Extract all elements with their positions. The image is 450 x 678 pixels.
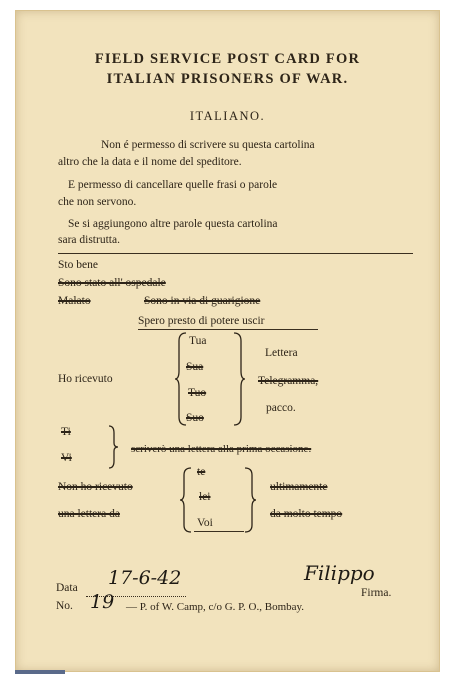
instruction-line: Se si aggiungono altre parole questa cartolina (68, 218, 278, 230)
voi-underline (194, 531, 244, 532)
ti-text: Ti (61, 426, 71, 438)
right-brace-icon (232, 331, 246, 427)
pronoun-tua: Tua (189, 335, 207, 347)
una-lettera-da-text: una lettera da (58, 508, 120, 520)
right-brace-icon (243, 466, 257, 534)
sono-stato-text: Sono stato all' ospedale (58, 277, 166, 289)
write-brace-icon (108, 425, 120, 469)
pronoun-lei: lei (199, 491, 211, 503)
item-telegramma: Telegramma, (258, 375, 319, 387)
signature: Filippo (304, 561, 375, 585)
divider-rule (58, 253, 413, 254)
pronoun-te: te (197, 466, 206, 478)
vi-text: Vi (61, 452, 72, 464)
sto-bene-text: Sto bene (58, 259, 98, 271)
pronoun-suo: Suo (186, 412, 204, 424)
camp-address: — P. of W. Camp, c/o G. P. O., Bombay. (126, 601, 305, 613)
number-value: 19 (90, 591, 115, 613)
ho-ricevuto-label: Ho ricevuto (58, 373, 113, 385)
spero-underline (138, 329, 318, 330)
da-molto-tempo-text: da molto tempo (270, 508, 343, 520)
card-title-line2: ITALIAN PRISONERS OF WAR. (106, 71, 349, 87)
instruction-line: altro che la data e il nome del speditore. (58, 156, 242, 168)
instruction-line: Non é permesso di scrivere su questa cartolina (101, 139, 315, 151)
non-ho-ricevuto-text: Non ho ricevuto (58, 481, 133, 493)
malato-text: Malato (58, 295, 91, 307)
postcard (15, 10, 440, 672)
card-title-line1: FIELD SERVICE POST CARD FOR (94, 51, 361, 67)
date-label: Data (56, 582, 78, 594)
pronoun-tuo: Tuo (188, 387, 207, 399)
item-lettera: Lettera (265, 347, 298, 359)
ultimamente-text: ultimamente (270, 481, 328, 493)
language-heading: ITALIANO. (189, 109, 266, 123)
item-pacco: pacco. (266, 402, 296, 414)
firma-label: Firma. (361, 587, 392, 599)
spero-text: Spero presto di potere uscir (138, 315, 265, 327)
pronoun-sua: Sua (186, 361, 204, 373)
date-value: 17-6-42 (108, 567, 182, 589)
instruction-line: che non servono. (58, 196, 137, 208)
scan-edge-strip (15, 670, 65, 674)
left-brace-icon (179, 466, 193, 534)
instruction-line: sara distrutta. (58, 234, 120, 246)
number-label: No. (56, 600, 73, 612)
guarigione-text: Sono in via di guarigione (144, 295, 261, 307)
scrivero-text: scriverò una lettera alla prima occasione. (131, 443, 312, 455)
instruction-line: E permesso di cancellare quelle frasi o parole (68, 179, 278, 191)
pronoun-voi: Voi (197, 517, 213, 529)
